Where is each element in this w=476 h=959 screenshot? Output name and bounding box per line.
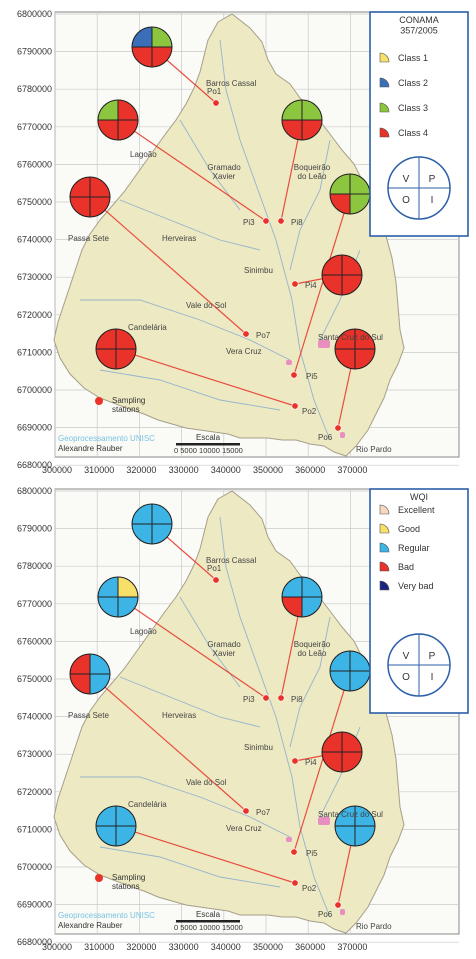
station-dot: [278, 218, 284, 224]
place-label-line: Gramado: [207, 640, 241, 649]
place-label-line: Xavier: [212, 649, 236, 659]
station-dot: [263, 218, 269, 224]
legend-title: WQI: [410, 492, 428, 502]
x-tick-label: 310000: [84, 465, 115, 475]
station-label: Po7: [256, 331, 271, 340]
y-tick-label: 6750000: [16, 674, 52, 684]
place-label: Vale do Sol: [186, 778, 227, 787]
y-tick-label: 6680000: [16, 460, 52, 471]
station-dot: [292, 880, 298, 886]
y-tick-label: 6700000: [16, 862, 52, 872]
y-tick-label: 6730000: [16, 272, 52, 283]
scale-title: Escala: [196, 910, 221, 919]
urban-area-patch: [286, 837, 292, 842]
place-label: Passa Sete: [68, 234, 109, 243]
place-label: Vale do Sol: [186, 301, 227, 310]
place-label: Vera Cruz: [226, 347, 262, 356]
y-tick-label: 6720000: [16, 786, 52, 797]
x-tick-label: 320000: [126, 942, 157, 952]
place-label: Candelária: [128, 800, 167, 809]
y-tick-label: 6680000: [16, 937, 52, 948]
x-tick-label: 300000: [41, 465, 73, 475]
place-label: Barros Cassal: [206, 79, 257, 88]
place-label: Herveiras: [162, 234, 197, 243]
place-label: Candelária: [128, 323, 167, 332]
y-tick-label: 6710000: [16, 347, 52, 358]
station-quadrant-circle: [70, 177, 110, 217]
station-dot: [335, 902, 341, 908]
sampling-key-label-line: stations: [112, 882, 140, 892]
sampling-key-dot: [95, 874, 103, 882]
station-quadrant-circle: [98, 100, 138, 140]
y-tick-label: 6690000: [16, 422, 52, 433]
y-tick-label: 6790000: [16, 46, 52, 57]
quadrant-key-letter: V: [402, 174, 410, 185]
quadrant-key-letter: P: [428, 651, 436, 662]
y-tick-label: 6800000: [16, 9, 52, 19]
credit-author: Alexandre Rauber: [58, 444, 123, 453]
y-tick-label: 6690000: [16, 899, 52, 910]
quadrant-key-letter: O: [402, 195, 410, 206]
legend-box: [370, 489, 468, 713]
legend-item-label: Good: [398, 524, 421, 534]
station-label: Pi3: [243, 695, 255, 704]
station-quadrant-circle: [132, 504, 172, 544]
credit-author: Alexandre Rauber: [58, 921, 123, 930]
legend-item-label: Bad: [398, 562, 415, 572]
place-label-line: Xavier: [212, 172, 236, 182]
station-dot: [213, 577, 219, 583]
legend-item-label: Class 1: [398, 53, 429, 63]
map-svg: [0, 477, 476, 954]
place-label: Santa Cruz do Sul: [318, 333, 383, 342]
place-label: Herveiras: [162, 711, 197, 720]
x-tick-label: 350000: [252, 465, 284, 475]
station-label: Pi4: [305, 281, 317, 290]
place-label: Santa Cruz do Sul: [318, 810, 383, 819]
map-panel-conama: [0, 0, 476, 477]
station-quadrant-circle: [282, 100, 322, 140]
legend-title-line: CONAMA: [399, 15, 439, 25]
x-tick-label: 330000: [168, 942, 199, 952]
place-label-line: do Leão: [297, 172, 327, 182]
station-quadrant-circle: [330, 651, 370, 691]
station-label: Pi3: [243, 218, 255, 227]
station-dot: [335, 425, 341, 431]
station-dot: [278, 695, 284, 701]
legend-item-label: Class 2: [398, 78, 429, 88]
y-tick-label: 6730000: [16, 749, 52, 760]
credit-geoprocessing: Geoprocessamento UNISC: [58, 434, 155, 443]
station-quadrant-circle: [282, 577, 322, 617]
sampling-key-label-line: Sampling: [112, 873, 146, 882]
place-label: Lagoão: [130, 150, 157, 159]
legend-item-label: Class 4: [398, 128, 429, 138]
quadrant-key-letter: P: [428, 174, 436, 185]
y-tick-label: 6750000: [16, 197, 52, 207]
scale-ticks: 0 5000 10000 15000: [174, 923, 243, 932]
sampling-key-label-line: Sampling: [112, 396, 146, 405]
urban-area-patch: [340, 909, 345, 915]
y-tick-label: 6760000: [16, 159, 52, 170]
legend-item-label: Excellent: [398, 505, 435, 515]
y-tick-label: 6710000: [16, 824, 52, 835]
station-label: Po2: [302, 884, 317, 893]
station-quadrant-circle: [98, 577, 138, 617]
place-label-line: do Leão: [297, 649, 327, 659]
x-tick-label: 350000: [252, 942, 284, 952]
place-label: Barros Cassal: [206, 556, 257, 565]
station-dot: [291, 849, 297, 855]
station-dot: [292, 403, 298, 409]
place-label-line: Gramado: [207, 163, 241, 172]
station-dot: [292, 281, 298, 287]
place-label: [294, 163, 331, 181]
map-svg: [0, 0, 476, 477]
quadrant-key-letter: O: [402, 672, 410, 683]
legend-box: [370, 12, 468, 236]
station-dot: [243, 331, 249, 337]
station-label: Pi5: [306, 849, 318, 858]
place-label-line: Boqueirão: [293, 640, 331, 649]
station-label: Pi4: [305, 758, 317, 767]
station-quadrant-circle: [132, 27, 172, 67]
y-tick-label: 6780000: [16, 561, 52, 572]
scale-ticks: 0 5000 10000 15000: [174, 446, 243, 455]
station-quadrant-circle: [96, 329, 136, 369]
quadrant-key-letter: I: [430, 672, 434, 683]
y-tick-label: 6780000: [16, 84, 52, 95]
y-tick-label: 6740000: [16, 234, 52, 245]
station-label: Po2: [302, 407, 317, 416]
y-tick-label: 6700000: [16, 385, 52, 395]
x-tick-label: 370000: [337, 465, 368, 475]
sampling-key-dot: [95, 397, 103, 405]
y-tick-label: 6720000: [16, 309, 52, 320]
urban-area-patch: [340, 432, 345, 438]
station-label: Po6: [318, 433, 333, 442]
station-label: Pi8: [291, 218, 303, 227]
place-label: Rio Pardo: [356, 445, 392, 454]
place-label-line: Boqueirão: [293, 163, 331, 172]
x-tick-label: 320000: [126, 465, 157, 475]
station-quadrant-circle: [70, 654, 110, 694]
station-label: Po7: [256, 808, 271, 817]
legend-item-label: Very bad: [398, 581, 434, 591]
x-tick-label: 340000: [210, 942, 241, 952]
place-label: Rio Pardo: [356, 922, 392, 931]
credit-geoprocessing: Geoprocessamento UNISC: [58, 911, 155, 920]
legend-title-line: 357/2005: [400, 25, 438, 36]
x-tick-label: 310000: [84, 942, 115, 952]
x-tick-label: 340000: [210, 465, 241, 475]
legend-title: [399, 15, 439, 35]
station-label: Pi5: [306, 372, 318, 381]
legend-item-label: Regular: [398, 543, 430, 553]
station-dot: [263, 695, 269, 701]
y-tick-label: 6740000: [16, 711, 52, 722]
station-dot: [213, 100, 219, 106]
map-panel-wqi: [0, 477, 476, 954]
station-dot: [291, 372, 297, 378]
x-tick-label: 370000: [337, 942, 368, 952]
y-tick-label: 6790000: [16, 523, 52, 534]
y-tick-label: 6760000: [16, 636, 52, 647]
place-label: [294, 640, 331, 658]
place-label: Passa Sete: [68, 711, 109, 720]
station-label: Po1: [207, 564, 222, 573]
station-quadrant-circle: [330, 174, 370, 214]
sampling-key-label-line: stations: [112, 405, 140, 415]
place-label: Sinimbu: [244, 743, 273, 752]
quadrant-key-letter: I: [430, 195, 434, 206]
place-label: Lagoão: [130, 627, 157, 636]
x-tick-label: 360000: [295, 942, 326, 952]
place-label: Vera Cruz: [226, 824, 262, 833]
place-label: Sinimbu: [244, 266, 273, 275]
station-quadrant-circle: [322, 255, 362, 295]
station-dot: [292, 758, 298, 764]
x-tick-label: 360000: [295, 465, 326, 475]
urban-area-patch: [286, 360, 292, 365]
station-label: Pi8: [291, 695, 303, 704]
legend-item-label: Class 3: [398, 103, 429, 113]
scale-title: Escala: [196, 433, 221, 442]
station-label: Po6: [318, 910, 333, 919]
y-tick-label: 6800000: [16, 486, 52, 496]
station-label: Po1: [207, 87, 222, 96]
station-dot: [243, 808, 249, 814]
y-tick-label: 6770000: [16, 598, 52, 609]
quadrant-key-letter: V: [402, 651, 410, 662]
y-tick-label: 6770000: [16, 121, 52, 132]
x-tick-label: 330000: [168, 465, 199, 475]
station-quadrant-circle: [96, 806, 136, 846]
x-tick-label: 300000: [41, 942, 73, 952]
station-quadrant-circle: [322, 732, 362, 772]
